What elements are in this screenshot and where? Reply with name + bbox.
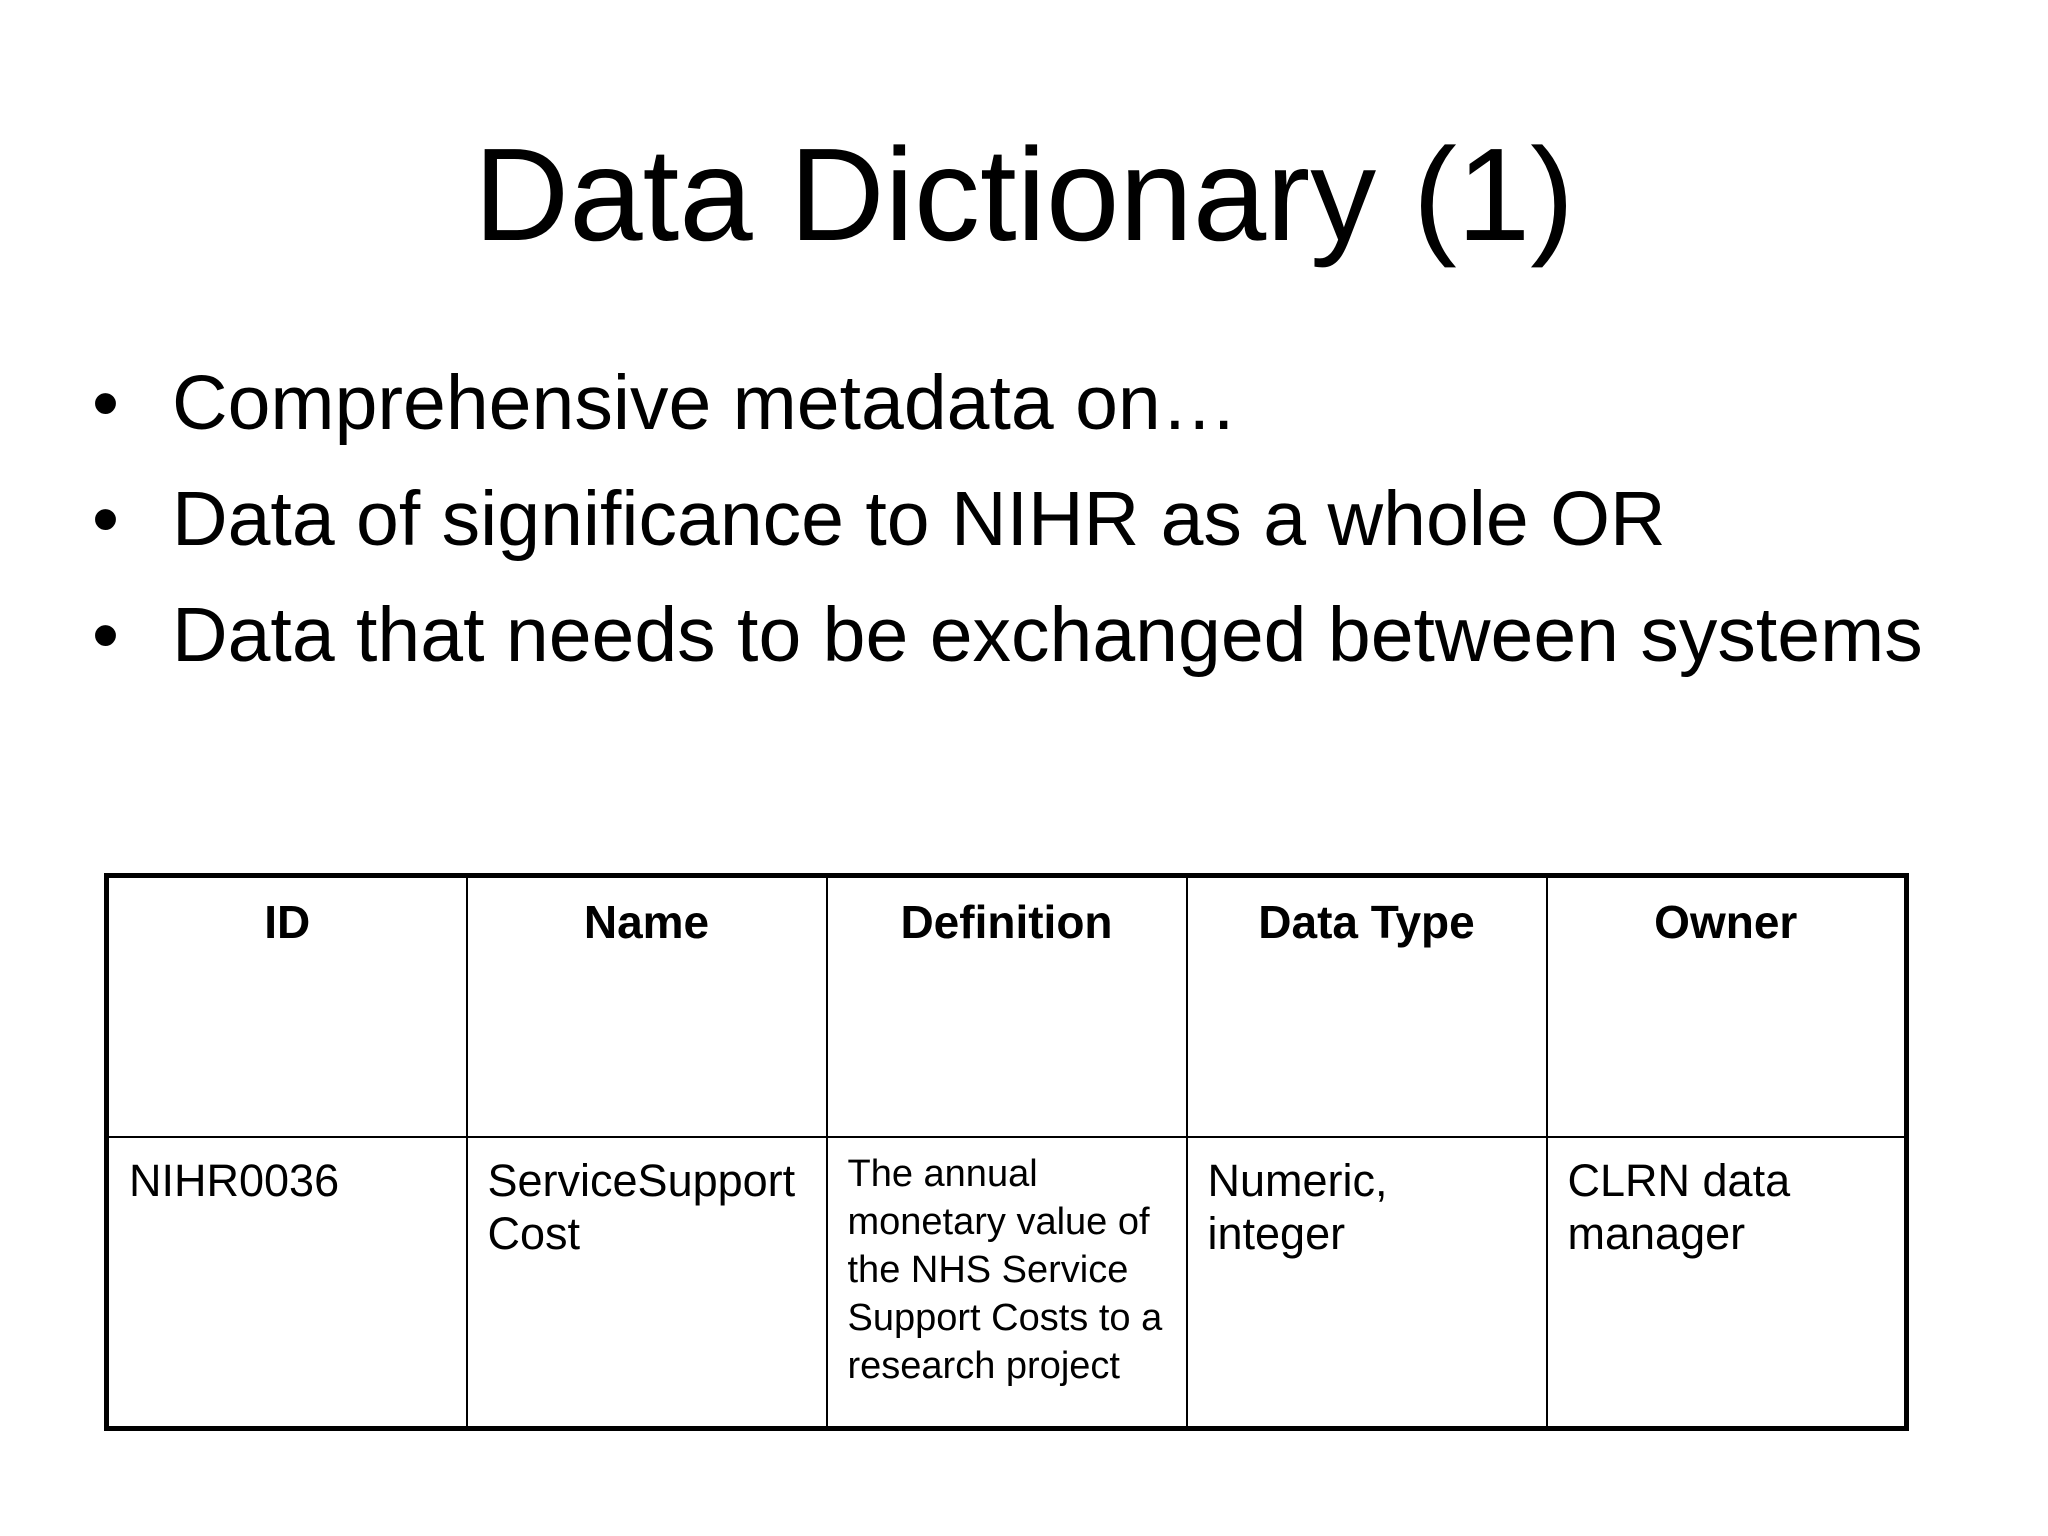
cell-owner: CLRN data manager [1547,1137,1907,1429]
cell-data-type: Numeric, integer [1187,1137,1547,1429]
bullet-icon: • [92,476,119,562]
header-id: ID [107,876,467,1138]
header-name: Name [467,876,827,1138]
slide-title: Data Dictionary (1) [473,121,1575,268]
header-row [107,876,1907,1138]
header-definition: Definition [827,876,1187,1138]
bullet-icon: • [92,360,119,446]
bullet-list [92,352,1952,700]
header-owner: Owner [1547,876,1907,1138]
bullet-text: Data of significance to NIHR as a whole OR [172,476,1666,562]
header-data-type: Data Type [1187,876,1547,1138]
bullet-item [92,352,1952,454]
bullet-item [92,584,1952,686]
table-row [107,1137,1907,1429]
bullet-item [92,468,1952,570]
bullet-icon: • [92,592,119,678]
bullet-text: Comprehensive metadata on… [172,360,1238,446]
cell-id: NIHR0036 [107,1137,467,1429]
table-header [107,876,1907,1138]
data-dictionary-table [104,873,1909,1431]
table-body [107,1137,1907,1429]
cell-name: ServiceSupport Cost [467,1137,827,1429]
cell-definition: The annual monetary value of the NHS Service Support Costs to a research project [827,1137,1187,1429]
bullet-text: Data that needs to be exchanged between systems [172,592,1923,678]
